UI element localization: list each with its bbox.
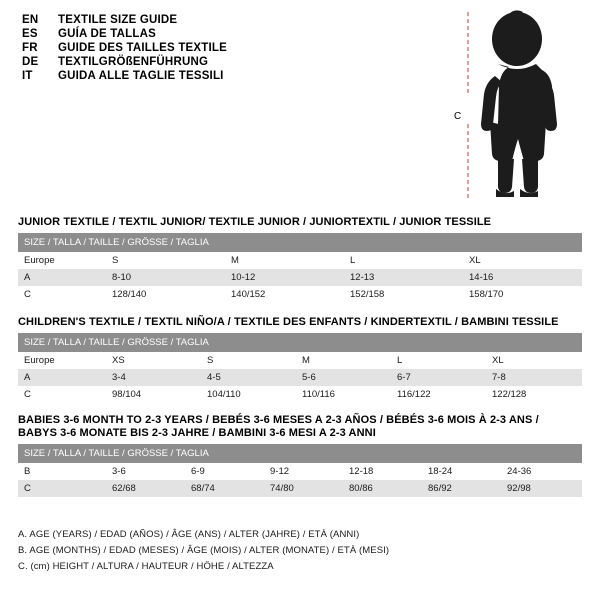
table-row	[18, 286, 582, 303]
section-title-line-1: BABIES 3-6 MONTH TO 2-3 YEARS / BEBÉS 3-6 MESES A 2-3 AÑOS / BÉBÉS 3-6 MOIS À 2-3 ANS /	[18, 414, 539, 426]
row-label: A	[18, 369, 106, 386]
row-label: C	[18, 286, 106, 303]
cell: 14-16	[463, 269, 582, 286]
cell: 12-18	[343, 463, 422, 480]
table-row	[18, 269, 582, 286]
babies-size-table	[18, 444, 582, 497]
table-row	[18, 352, 582, 369]
cell: XS	[106, 352, 201, 369]
row-label: B	[18, 463, 106, 480]
cell: L	[344, 252, 463, 269]
cell: 9-12	[264, 463, 343, 480]
title-row	[22, 14, 422, 26]
language-code: IT	[22, 70, 33, 82]
title-row	[22, 56, 422, 68]
table-row	[18, 463, 582, 480]
cell: 152/158	[344, 286, 463, 303]
title-text: GUÍA DE TALLAS	[58, 28, 156, 40]
section-childrens-textile	[18, 316, 582, 403]
cell: S	[201, 352, 296, 369]
title-row	[22, 70, 422, 82]
row-label: A	[18, 269, 106, 286]
section-junior-textile	[18, 216, 582, 303]
language-code: DE	[22, 56, 39, 68]
cell: 62/68	[106, 480, 185, 497]
cell: 5-6	[296, 369, 391, 386]
title-text: GUIDE DES TAILLES TEXTILE	[58, 42, 227, 54]
cell: L	[391, 352, 486, 369]
table-header-label: SIZE / TALLA / TAILLE / GRÖSSE / TAGLIA	[18, 444, 582, 463]
cell: 24-36	[501, 463, 582, 480]
section-title: JUNIOR TEXTILE / TEXTIL JUNIOR/ TEXTILE JUNIOR / JUNIORTEXTIL / JUNIOR TESSILE	[18, 216, 492, 228]
language-code: EN	[22, 14, 39, 26]
cell: 80/86	[343, 480, 422, 497]
cell: 128/140	[106, 286, 225, 303]
table-header-row	[18, 233, 582, 252]
cell: 4-5	[201, 369, 296, 386]
table-row	[18, 480, 582, 497]
language-code: ES	[22, 28, 38, 40]
section-babies-textile	[18, 414, 582, 497]
cell: 158/170	[463, 286, 582, 303]
cell: 6-7	[391, 369, 486, 386]
title-block	[22, 14, 422, 84]
cell: XL	[463, 252, 582, 269]
table-row	[18, 369, 582, 386]
cell: S	[106, 252, 225, 269]
cell: 10-12	[225, 269, 344, 286]
legend-item: C. (cm) HEIGHT / ALTURA / HAUTEUR / HÖHE / ALTEZZA	[18, 561, 274, 572]
legend-block	[18, 529, 582, 577]
cell: 68/74	[185, 480, 264, 497]
table-row	[18, 252, 582, 269]
cell: XL	[486, 352, 582, 369]
title-row	[22, 42, 422, 54]
cell: 74/80	[264, 480, 343, 497]
cell: 122/128	[486, 386, 582, 403]
title-row	[22, 28, 422, 40]
cell: 8-10	[106, 269, 225, 286]
cell: 92/98	[501, 480, 582, 497]
measurement-figure	[440, 6, 590, 204]
cell: 6-9	[185, 463, 264, 480]
cell: 86/92	[422, 480, 501, 497]
row-label: C	[18, 386, 106, 403]
table-header-row	[18, 444, 582, 463]
cell: 116/122	[391, 386, 486, 403]
legend-item: A. AGE (YEARS) / EDAD (AÑOS) / ÂGE (ANS) / ALTER (JAHRE) / ETÀ (ANNI)	[18, 529, 360, 540]
cell: 110/116	[296, 386, 391, 403]
cell: 3-6	[106, 463, 185, 480]
title-text: TEXTILE SIZE GUIDE	[58, 14, 178, 26]
junior-size-table	[18, 233, 582, 303]
cell: 7-8	[486, 369, 582, 386]
section-title: CHILDREN'S TEXTILE / TEXTIL NIÑO/A / TEXTILE DES ENFANTS / KINDERTEXTIL / BAMBINI TESSILE	[18, 316, 559, 328]
cell: M	[296, 352, 391, 369]
table-header-label: SIZE / TALLA / TAILLE / GRÖSSE / TAGLIA	[18, 233, 582, 252]
title-text: TEXTILGRÖßENFÜHRUNG	[58, 56, 209, 68]
cell: 140/152	[225, 286, 344, 303]
childrens-size-table	[18, 333, 582, 403]
row-label: Europe	[18, 352, 106, 369]
row-label: Europe	[18, 252, 106, 269]
title-text: GUIDA ALLE TAGLIE TESSILI	[58, 70, 224, 82]
cell: 12-13	[344, 269, 463, 286]
height-measure-label: C	[454, 111, 462, 122]
table-row	[18, 386, 582, 403]
cell: 18-24	[422, 463, 501, 480]
table-header-row	[18, 333, 582, 352]
cell: M	[225, 252, 344, 269]
cell: 104/110	[201, 386, 296, 403]
cell: 3-4	[106, 369, 201, 386]
section-title-line-2: BABYS 3-6 MONATE BIS 2-3 JAHRE / BAMBINI 3-6 MESI A 2-3 ANNI	[18, 427, 376, 439]
legend-item: B. AGE (MONTHS) / EDAD (MESES) / ÂGE (MOIS) / ALTER (MONATE) / ETÀ (MESI)	[18, 545, 390, 556]
language-code: FR	[22, 42, 38, 54]
cell: 98/104	[106, 386, 201, 403]
table-header-label: SIZE / TALLA / TAILLE / GRÖSSE / TAGLIA	[18, 333, 582, 352]
toddler-silhouette-icon	[454, 6, 574, 204]
row-label: C	[18, 480, 106, 497]
